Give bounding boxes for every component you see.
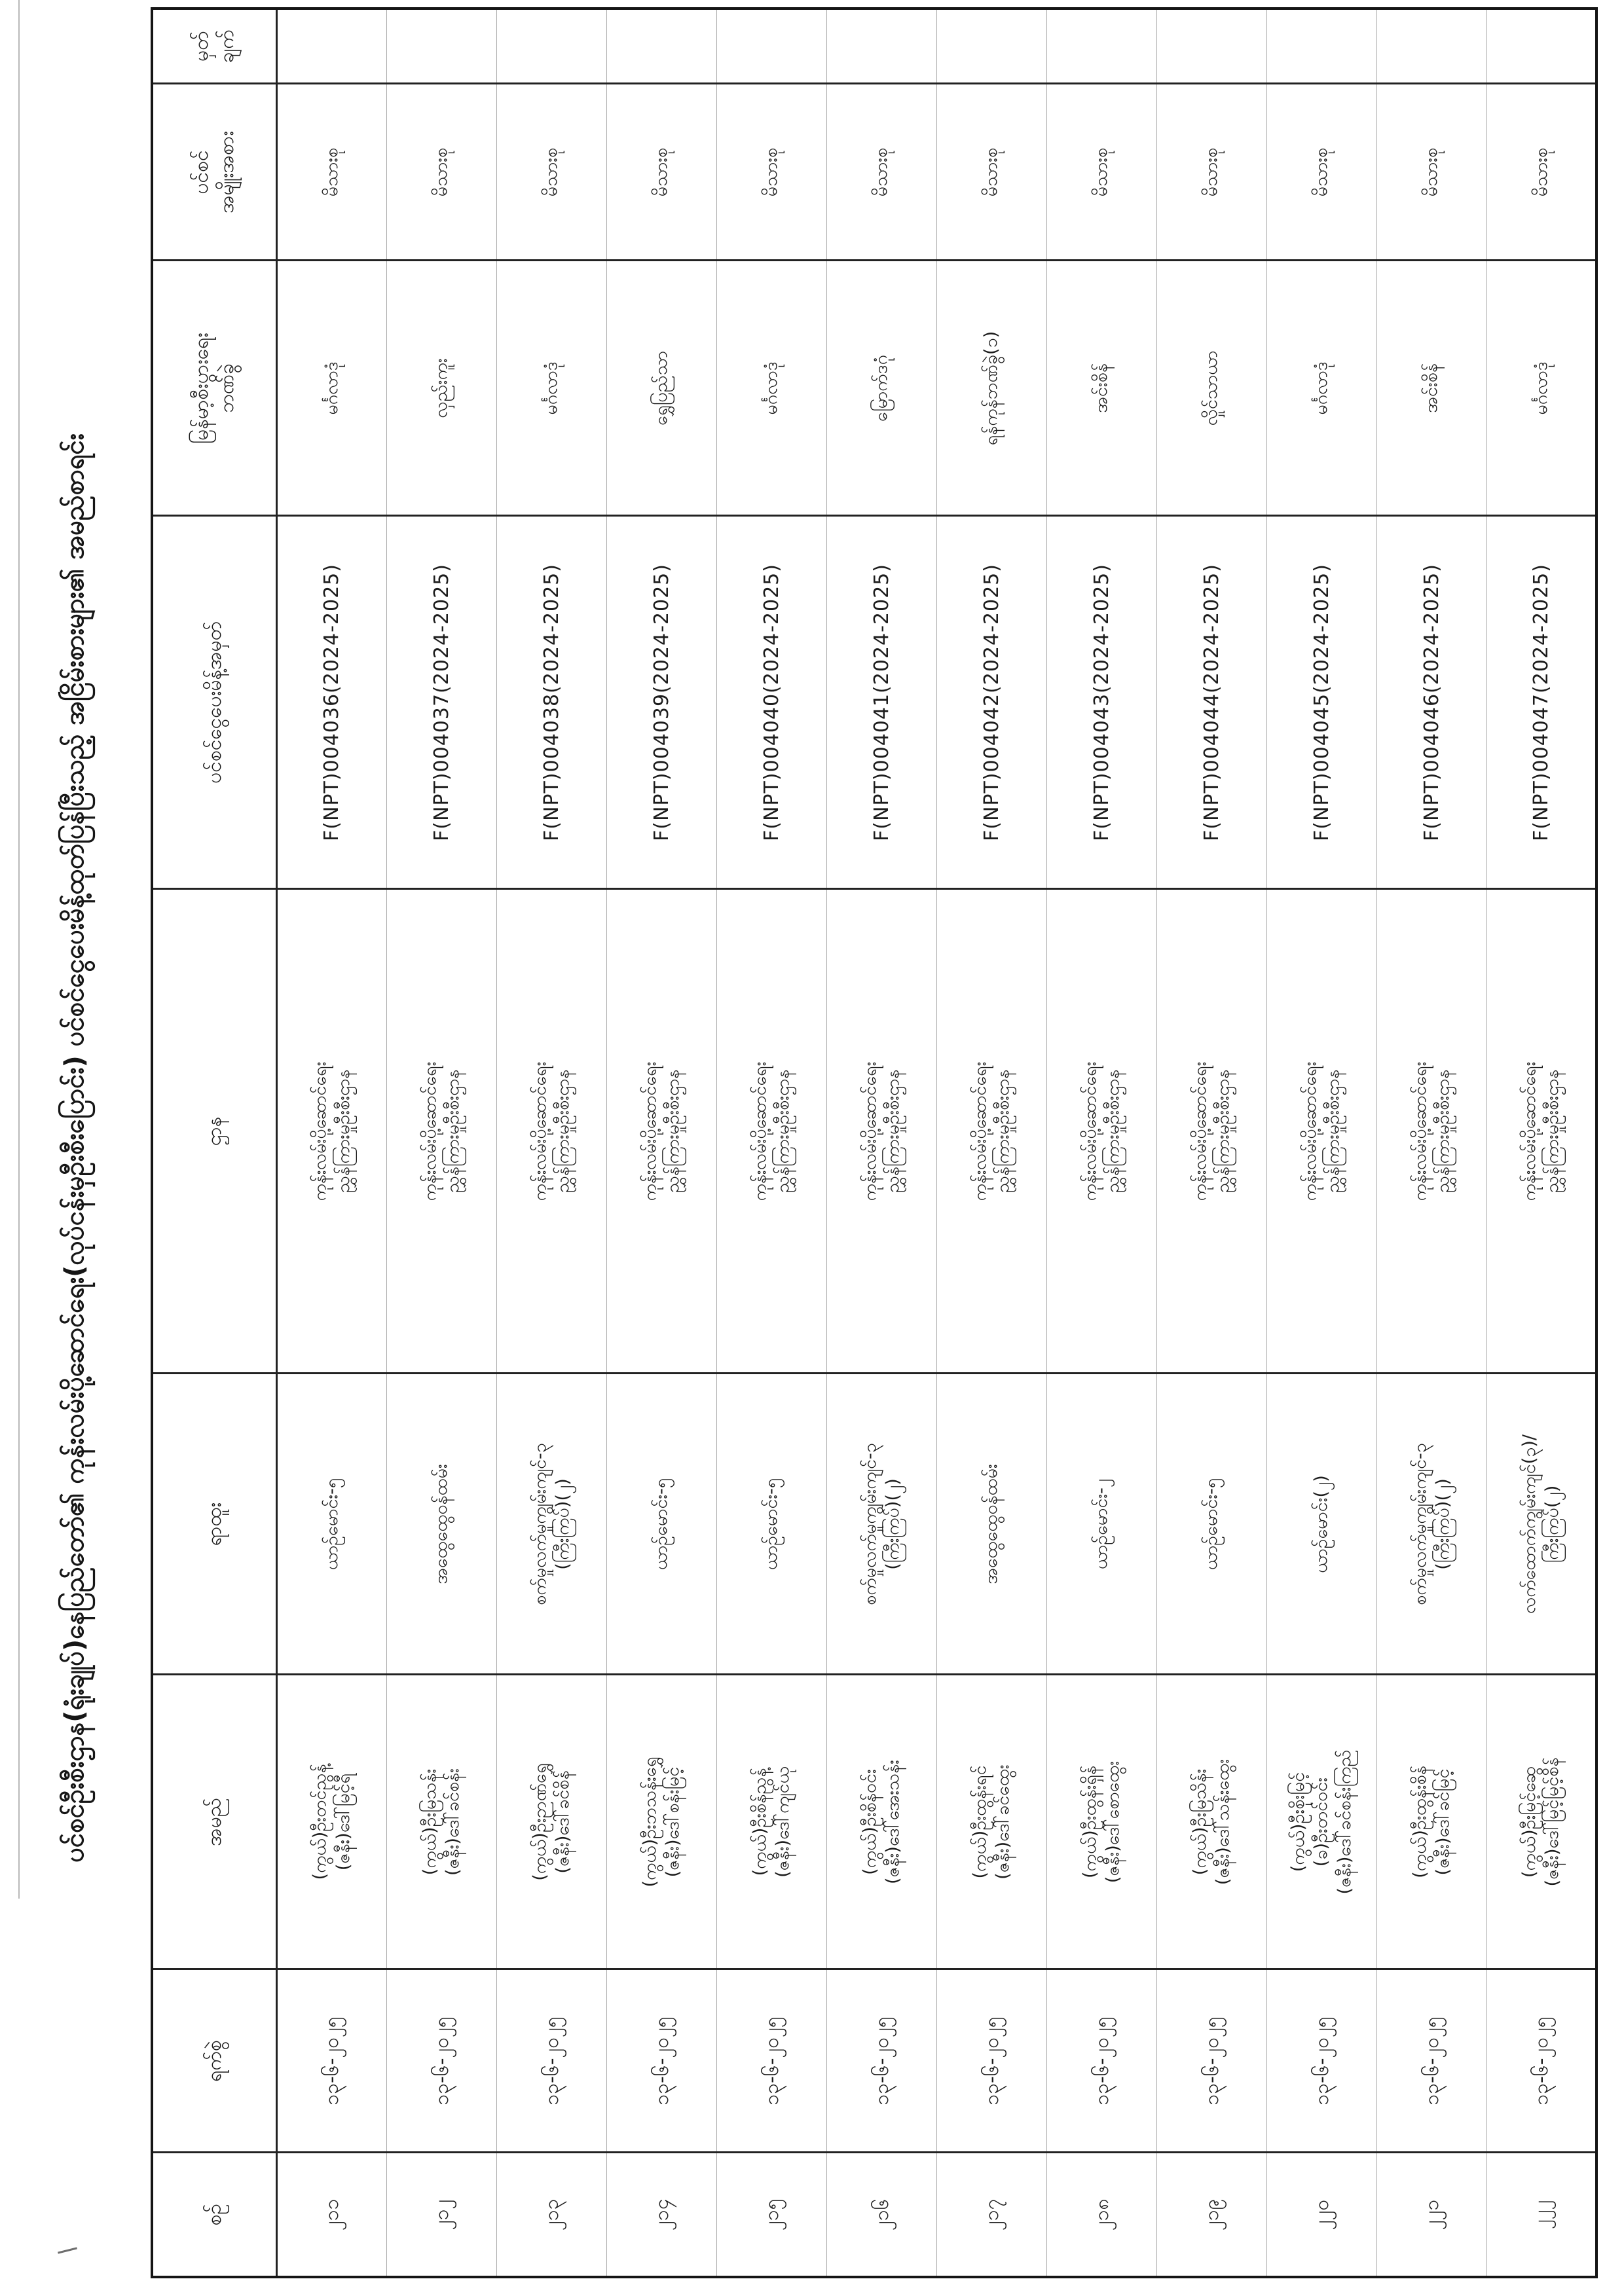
name-line-2: (ဇနီး)ဒေါ်ခင်စိန် [553,1770,573,1874]
header-label: အမျိုးအစား [215,131,239,213]
cell-remark [936,9,1046,84]
cell-bank-branch: မင်္ဂလာဒုံ [276,261,386,516]
cell-name [496,1675,606,1969]
cell-department [276,889,386,1374]
table-row [1156,9,1266,2277]
column-header-pension-order-no [152,516,276,889]
table-row [1266,9,1376,2277]
rank-line-2: (ကြီးကြပ်)(၂) [1433,1478,1453,1570]
rank-line-2: (ကြီးကြပ်)(၂) [883,1478,903,1570]
header-label: အမည် [202,1798,226,1846]
rank-line-1: စက်မှုလက်မှုကျွမ်းကျင်-၃ [529,1443,550,1605]
table-row [936,9,1046,2277]
cell-rank [386,1374,496,1675]
cell-bank-branch: မင်္ဂလာဒုံ [716,261,826,516]
department-line-1: ကုန်းလမ်းပို့ဆောင်ရေး [1519,1061,1540,1201]
name-line-2: (ဇနီး)ဒေါ်ခင်ထွေး [993,1764,1013,1880]
cell-bank-branch: မင်္ဂလာဒုံ [1486,261,1596,516]
rank-line-1: စက်မှုလက်မှုကျွမ်းကျင်-၃ [859,1443,880,1605]
name-line-1: (ကွယ်)ဦးဉာဏ်ရွှေ [529,1763,550,1881]
cell-pension-type: မိသားစု [1266,84,1376,261]
cell-department [716,889,826,1374]
department-line-2: ညွှန်ကြားမှုဦးစီးဌာန [1323,1069,1343,1194]
department-line-2: ညွှန်ကြားမှုဦးစီးဌာန [1213,1069,1233,1194]
cell-bank-branch: မြောက်ဒဂုံ [826,261,936,516]
name-line-1: (ကွယ်)ဦးစိုးမြင့် [1288,1772,1309,1872]
rank-line-1: အထွေထွေဝန်ထမ်း [981,1464,1002,1584]
cell-date: ၁၃-၆-၂၀၂၅ [1486,1969,1596,2153]
cell-rank [716,1374,826,1675]
rank-line-2: (ကြီးကြပ်)(၂) [553,1478,573,1570]
department-line-2: ညွှန်ကြားမှုဦးစီးဌာန [1103,1069,1123,1194]
header-label: ရက်စွဲ [202,2040,226,2082]
table-row [386,9,496,2277]
department-line-1: ကုန်းလမ်းပို့ဆောင်ရေး [1409,1061,1430,1201]
cell-bank-branch: မင်္ဂလာဒုံ [496,261,606,516]
table-body [276,9,1596,2277]
cell-remark [1266,9,1376,84]
cell-pension-order-no: F(NPT)004040(2024-2025) [716,516,826,889]
table-row [826,9,936,2277]
cell-pension-type: မိသားစု [1046,84,1156,261]
cell-department [606,889,716,1374]
department-line-2: ညွှန်ကြားမှုဦးစီးဌာန [773,1069,793,1194]
cell-rank [1486,1374,1596,1675]
cell-pension-order-no: F(NPT)004041(2024-2025) [826,516,936,889]
cell-bank-branch: အင်းစိန် [1046,261,1156,516]
department-line-1: ကုန်းလမ်းပို့ဆောင်ရေး [1189,1061,1210,1201]
name-line-1: (ကွယ်)ဦးထွန်းရှိန် [1079,1766,1100,1878]
cell-remark [606,9,716,84]
name-line-1: (ကွယ်)ဦးဘသန်းရွှေ [639,1757,660,1887]
cell-pension-order-no: F(NPT)004047(2024-2025) [1486,516,1596,889]
cell-date: ၁၃-၆-၂၀၂၅ [716,1969,826,2153]
department-line-1: ကုန်းလမ်းပို့ဆောင်ရေး [1079,1061,1100,1201]
department-line-2: ညွှန်ကြားမှုဦးစီးဌာန [883,1069,903,1194]
header-label: ဌာန [202,1116,226,1146]
cell-serial: ၂၂၁ [1420,2199,1443,2230]
name-line-1: (ကွယ်)ဦးမြင့်ဆွေ [1519,1766,1540,1878]
cell-remark [1376,9,1486,84]
page-title: ပင်စင်ဦးစီးဌာန(ရုံးချုပ်)နေပြည်တော်၏ ကုန်းလမ်းပို့ဆောင်ရေး(လုပ်ငန်းမှဦးစီးပြောင်း) ပင်စင်ငွေပေးမိန့်ထုတ်ပြန်ပြီးသည့် အငြိမ်းစားများ၏ အမည်စာရင်း [60,433,90,1863]
cell-serial: ၂၁၈ [1090,2198,1113,2231]
cell-remark [386,9,496,84]
header-label: ဘဏ်ခွဲ [215,363,239,413]
name-line-1: (ကွယ်)ဦးထွန်းစိန် [1409,1766,1430,1878]
table-row [606,9,716,2277]
cell-date: ၁၃-၆-၂၀၂၅ [1046,1969,1156,2153]
cell-pension-order-no: F(NPT)004042(2024-2025) [936,516,1046,889]
cell-name [1266,1675,1376,1969]
cell-serial: ၂၁၄ [650,2198,673,2231]
department-line-2: ညွှန်ကြားမှုဦးစီးဌာန [663,1069,683,1194]
cell-name [1156,1675,1266,1969]
name-line-2: (ဇနီး)ဒေါ်သန်းထွေး [1213,1758,1233,1886]
cell-serial: ၂၂၂ [1529,2200,1553,2229]
name-line-1: (ကွယ်)ဦးစိန်ညွန့် [749,1768,770,1876]
cell-date: ၁၃-၆-၂၀၂၅ [276,1969,386,2153]
cell-bank-branch: လှိုင်သာယာ [1156,261,1266,516]
cell-pension-type: မိသားစု [386,84,496,261]
cell-bank-branch: အင်းစိန် [1376,261,1486,516]
name-line-1: (ကွယ်)ဦးမြသန်း [419,1768,440,1876]
cell-date: ၁၃-၆-၂၀၂၅ [1156,1969,1266,2153]
rank-line-1: လက်ထောက်ကျွမ်းကျင်(၃)/ [1519,1434,1540,1614]
rank-line-1: ယာဉ်မောင်း-၅ [321,1478,342,1571]
cell-serial: ၂၁၁ [320,2198,343,2231]
rank-line-1: ယာဉ်မောင်း-၅ [761,1478,782,1571]
cell-department [1376,889,1486,1374]
department-line-2: ညွှန်ကြားမှုဦးစီးဌာန [993,1069,1013,1194]
cell-rank [1376,1374,1486,1675]
cell-name [606,1675,716,1969]
cell-rank [606,1374,716,1675]
department-line-2: ညွှန်ကြားမှုဦးစီးဌာန [333,1069,354,1194]
column-header-department [152,889,276,1374]
cell-serial: ၂၁၃ [540,2198,563,2231]
name-line-2: (ခ)ဦးတင်ဝင်း [1311,1777,1332,1867]
cell-pension-type: မိသားစု [936,84,1046,261]
cell-bank-branch: လှည်းကူး [386,261,496,516]
name-line-1: (ကွယ်)ဦးစိန်ဝင်း [859,1769,880,1875]
name-line-2: (ဇနီး)ဒေါ်ခင်မြင့် [1433,1768,1453,1876]
cell-name [1046,1675,1156,1969]
name-line-3: (ဇနီး)ဒေါ်ခင်စန်းကြည် [1334,1749,1355,1895]
cell-rank [1266,1374,1376,1675]
cell-date: ၁၃-၆-၂၀၂၅ [496,1969,606,2153]
header-label: ရာထူး [202,1502,226,1546]
cell-pension-order-no: F(NPT)004046(2024-2025) [1376,516,1486,889]
department-line-1: ကုန်းလမ်းပို့ဆောင်ရေး [639,1061,660,1201]
name-line-1: (ကွယ်)ဦးမြသိန်း [1189,1768,1210,1876]
column-header-date [152,1969,276,2153]
cell-pension-order-no: F(NPT)004038(2024-2025) [496,516,606,889]
rank-line-1: အထွေထွေဝန်ထမ်း [431,1464,452,1584]
department-line-2: ညွှန်ကြားမှုဦးစီးဌာန [443,1069,463,1194]
department-line-1: ကုန်းလမ်းပို့ဆောင်ရေး [749,1061,770,1201]
cell-pension-type: မိသားစု [1156,84,1266,261]
cell-serial: ၂၁၆ [870,2198,893,2231]
cell-department [1046,889,1156,1374]
cell-rank [496,1374,606,1675]
cell-pension-type: မိသားစု [1486,84,1596,261]
cell-pension-order-no: F(NPT)004045(2024-2025) [1266,516,1376,889]
rank-line-1: စက်မှုလက်မှုကျွမ်းကျင်-၃ [1409,1443,1430,1605]
cell-pension-order-no: F(NPT)004039(2024-2025) [606,516,716,889]
column-header-rank [152,1374,276,1675]
department-line-1: ကုန်းလမ်းပို့ဆောင်ရေး [859,1061,880,1201]
header-row [152,9,276,2277]
rank-line-2: ကြီးကြပ်(၂) [1542,1485,1563,1563]
pension-roster-table [151,7,1598,2278]
cell-name [386,1675,496,1969]
header-label: ပင်စင် [190,150,213,194]
name-line-2: (ဇနီး)ဒေါ်ကျင်ယု [773,1766,793,1878]
cell-pension-order-no: F(NPT)004044(2024-2025) [1156,516,1266,889]
column-header-pension-type [152,84,276,261]
cell-name [716,1675,826,1969]
cell-department [1266,889,1376,1374]
table-row [1046,9,1156,2277]
cell-rank [826,1374,936,1675]
cell-remark [1046,9,1156,84]
column-header-name [152,1675,276,1969]
cell-bank-branch: မင်္ဂလာဒုံ [1266,261,1376,516]
cell-rank [1156,1374,1266,1675]
cell-serial: ၂၁၉ [1200,2198,1223,2231]
department-line-2: ညွှန်ကြားမှုဦးစီးဌာန [553,1069,573,1194]
cell-date: ၁၃-၆-၂၀၂၅ [826,1969,936,2153]
cell-remark [1156,9,1266,84]
department-line-1: ကုန်းလမ်းပို့ဆောင်ရေး [969,1061,990,1201]
header-label: မှတ် [190,31,213,62]
name-line-2: (ဇနီး)ဒေါ်အေးသန်း [883,1760,903,1885]
department-line-1: ကုန်းလမ်းပို့ဆောင်ရေး [529,1061,550,1201]
cell-name [276,1675,386,1969]
rank-line-1: ယာဉ်မောင်း-၅ [1201,1478,1222,1571]
cell-department [496,889,606,1374]
name-line-2: (ဇနီး)ဒေါ်မြင့်မြင့်စိန် [1542,1757,1563,1887]
cell-remark [276,9,386,84]
header-label: ပင်စင်ငွေပေးမိန့်အမှတ် [202,621,226,784]
cell-department [1156,889,1266,1374]
cell-rank [936,1374,1046,1675]
table-row [276,9,386,2277]
department-line-1: ကုန်းလမ်းပို့ဆောင်ရေး [310,1061,331,1201]
cell-name [936,1675,1046,1969]
cell-bank-branch: ရန်ကုန်ဘဏ်ခွဲ(၁) [936,261,1046,516]
cell-date: ၁၃-၆-၂၀၂၅ [1266,1969,1376,2153]
cell-rank [276,1374,386,1675]
cell-remark [716,9,826,84]
department-line-2: ညွှန်ကြားမှုဦးစီးဌာန [1542,1069,1563,1194]
name-line-1: (ကွယ်)ဦးထွန်းရင် [969,1765,990,1879]
header-label: ချက် [215,29,239,64]
table-row [716,9,826,2277]
cell-serial: ၂၁၅ [760,2198,783,2231]
cell-department [1486,889,1596,1374]
cell-pension-order-no: F(NPT)004043(2024-2025) [1046,516,1156,889]
table-row [1486,9,1596,2277]
name-line-2: (ဇနီး)ဒေါ်စောထွေး [1103,1760,1123,1884]
table-row [496,9,606,2277]
cell-name [1376,1675,1486,1969]
cell-serial: ၂၁၇ [980,2198,1003,2231]
cell-department [826,889,936,1374]
cell-pension-type: မိသားစု [276,84,386,261]
cell-remark [826,9,936,84]
cell-date: ၁၃-၆-၂၀၂၅ [1376,1969,1486,2153]
header-label: စဉ် [202,2204,226,2226]
cell-pension-type: မိသားစု [496,84,606,261]
rank-line-1: ယာဉ်မောင်း(၂) [1311,1475,1332,1573]
cell-serial: ၂၂၀ [1310,2199,1333,2230]
cell-serial: ၂၁၂ [430,2199,453,2230]
cell-date: ၁၃-၆-၂၀၂၅ [606,1969,716,2153]
cell-rank [1046,1374,1156,1675]
cell-bank-branch: ရွှေပြည်သာ [606,261,716,516]
department-line-1: ကုန်းလမ်းပို့ဆောင်ရေး [419,1061,440,1201]
cell-pension-type: မိသားစု [716,84,826,261]
cell-pension-type: မိသားစု [826,84,936,261]
cell-remark [1486,9,1596,84]
name-line-2: (ဇနီး)ဒေါ်ခင်စန်း [443,1768,463,1876]
cell-name [826,1675,936,1969]
rank-line-1: ယာဉ်မောင်း-၅ [651,1478,672,1571]
header-label: မြန်မာ့စီးပွားရေး [190,333,213,444]
cell-pension-type: မိသားစု [1376,84,1486,261]
cell-date: ၁၃-၆-၂၀၂၅ [936,1969,1046,2153]
column-header-serial [152,2153,276,2277]
name-line-2: (ဇနီး)ဒေါ်စန်းမြင့် [663,1766,683,1878]
cell-name [1486,1675,1596,1969]
cell-remark [496,9,606,84]
cell-department [386,889,496,1374]
cell-date: ၁၃-၆-၂၀၂၅ [386,1969,496,2153]
cell-pension-type: မိသားစု [606,84,716,261]
cell-pension-order-no: F(NPT)004037(2024-2025) [386,516,496,889]
department-line-1: ကုန်းလမ်းပို့ဆောင်ရေး [1299,1061,1320,1201]
name-line-1: (ကွယ်)ဦးတင်ညွန့် [310,1764,331,1880]
rank-line-1: ယာဉ်မောင်း-၂ [1091,1478,1112,1570]
name-line-2: (ဇနီး)ဒေါ်မြင့်ရီ [333,1773,354,1871]
table-row [1376,9,1486,2277]
column-header-remark [152,9,276,84]
cell-pension-order-no: F(NPT)004036(2024-2025) [276,516,386,889]
department-line-2: ညွှန်ကြားမှုဦးစီးဌာန [1433,1069,1453,1194]
cell-department [936,889,1046,1374]
column-header-bank-branch [152,261,276,516]
